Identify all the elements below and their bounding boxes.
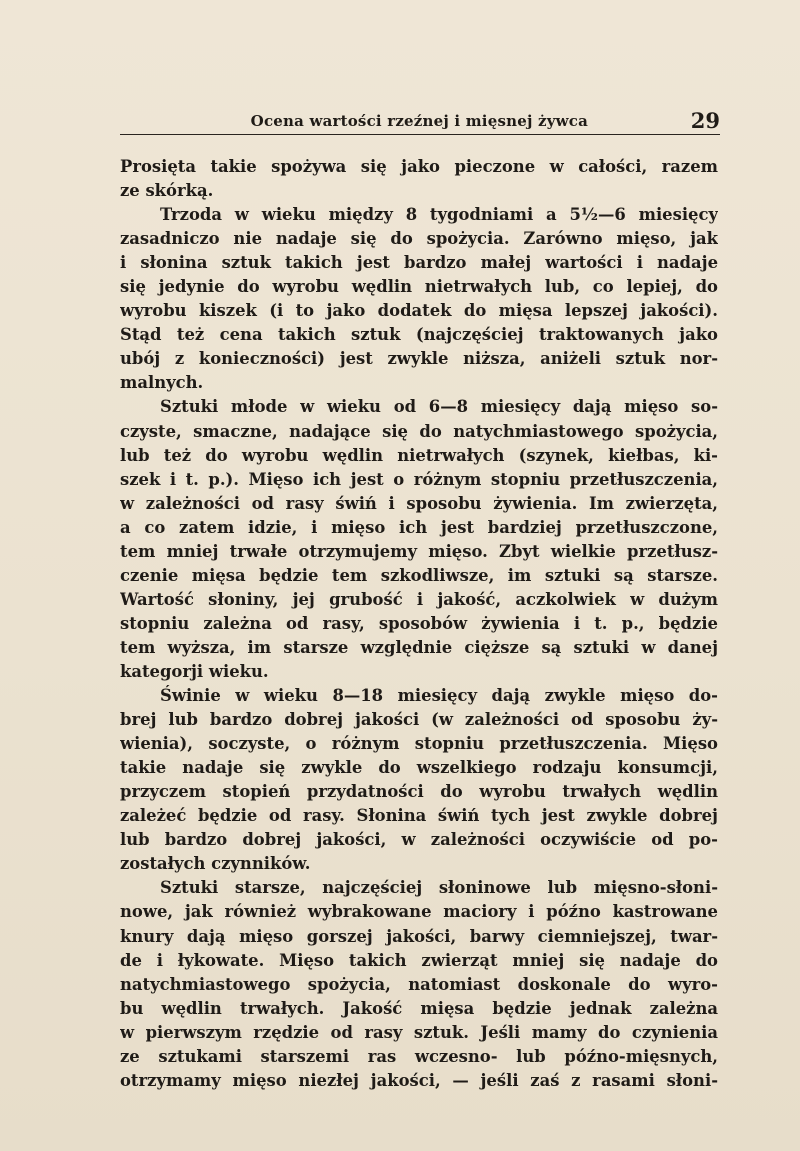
text-line: takie nadaje się zwykle do wszelkiego rodzaju konsumcji,: [120, 758, 718, 778]
text-line: i słonina sztuk takich jest bardzo małej wartości i nadaje: [120, 253, 718, 273]
page-number: 29: [690, 108, 720, 133]
text-line: lub bardzo dobrej jakości, w zależności oczywiście od po-: [120, 830, 718, 850]
text-line: Trzoda w wieku między 8 tygodniami a 5½—6 miesięcy: [160, 205, 718, 225]
text-line: zależeć będzie od rasy. Słonina świń tych jest zwykle dobrej: [120, 806, 718, 826]
text-line: nowe, jak również wybrakowane maciory i późno kastrowane: [120, 902, 718, 922]
text-line: de i łykowate. Mięso takich zwierząt mniej się nadaje do: [120, 950, 718, 970]
text-line: Wartość słoniny, jej grubość i jakość, aczkolwiek w dużym: [120, 589, 718, 609]
text-line: Stąd też cena takich sztuk (najczęściej traktowanych jako: [120, 325, 718, 345]
body-text: [120, 155, 718, 1093]
text-line: Sztuki starsze, najczęściej słoninowe lub mięsno-słoni-: [160, 878, 718, 898]
text-line: w zależności od rasy świń i sposobu żywienia. Im zwierzęta,: [120, 493, 718, 513]
text-line: zostałych czynników.: [120, 854, 311, 874]
text-line: zasadniczo nie nadaje się do spożycia. Zarówno mięso, jak: [120, 229, 718, 249]
text-line: ze sztukami starszemi ras wczesno- lub późno-mięsnych,: [120, 1046, 718, 1066]
text-line: wyrobu kiszek (i to jako dodatek do mięsa lepszej jakości).: [120, 301, 718, 321]
text-line: a co zatem idzie, i mięso ich jest bardziej przetłuszczone,: [120, 517, 718, 537]
text-line: bu wędlin trwałych. Jakość mięsa będzie jednak zależna: [120, 998, 718, 1018]
text-line: Prosięta takie spożywa się jako pieczone w całości, razem: [120, 157, 718, 176]
text-line: Sztuki młode w wieku od 6—8 miesięcy dają mięso so-: [160, 397, 718, 417]
text-line: się jedynie do wyrobu wędlin nietrwałych lub, co lepiej, do: [120, 277, 718, 297]
text-line: w pierwszym rzędzie od rasy sztuk. Jeśli mamy do czynienia: [120, 1022, 718, 1042]
text-line: wienia), soczyste, o różnym stopniu przetłuszczenia. Mięso: [120, 734, 718, 754]
text-line: otrzymamy mięso niezłej jakości, — jeśli zaś z rasami słoni-: [120, 1070, 718, 1090]
text-line: Świnie w wieku 8—18 miesięcy dają zwykle mięso do-: [160, 686, 718, 706]
text-line: czyste, smaczne, nadające się do natychmiastowego spożycia,: [120, 421, 718, 441]
running-title: Ocena wartości rzeźnej i mięsnej żywca: [250, 112, 588, 130]
text-line: przyczem stopień przydatności do wyrobu trwałych wędlin: [120, 782, 718, 802]
text-line: natychmiastowego spożycia, natomiast doskonale do wyro-: [120, 974, 718, 994]
header-rule: [120, 134, 720, 135]
text-line: tem mniej trwałe otrzymujemy mięso. Zbyt wielkie przetłusz-: [120, 541, 718, 561]
text-line: czenie mięsa będzie tem szkodliwsze, im sztuki są starsze.: [120, 565, 718, 585]
text-line: szek i t. p.). Mięso ich jest o różnym stopniu przetłuszczenia,: [120, 469, 718, 489]
text-line: stopniu zależna od rasy, sposobów żywienia i t. p., będzie: [120, 613, 718, 633]
text-line: ubój z konieczności) jest zwykle niższa, aniżeli sztuk nor-: [120, 349, 718, 369]
text-line: knury dają mięso gorszej jakości, barwy ciemniejszej, twar-: [120, 926, 718, 946]
text-line: malnych.: [120, 373, 204, 393]
text-line: kategorji wieku.: [120, 661, 269, 681]
text-line: ze skórką.: [120, 181, 214, 201]
text-line: lub też do wyrobu wędlin nietrwałych (szynek, kiełbas, ki-: [120, 445, 718, 465]
text-line: tem wyższa, im starsze względnie cięższe są sztuki w danej: [120, 637, 718, 657]
text-line: brej lub bardzo dobrej jakości (w zależności od sposobu ży-: [120, 710, 718, 730]
